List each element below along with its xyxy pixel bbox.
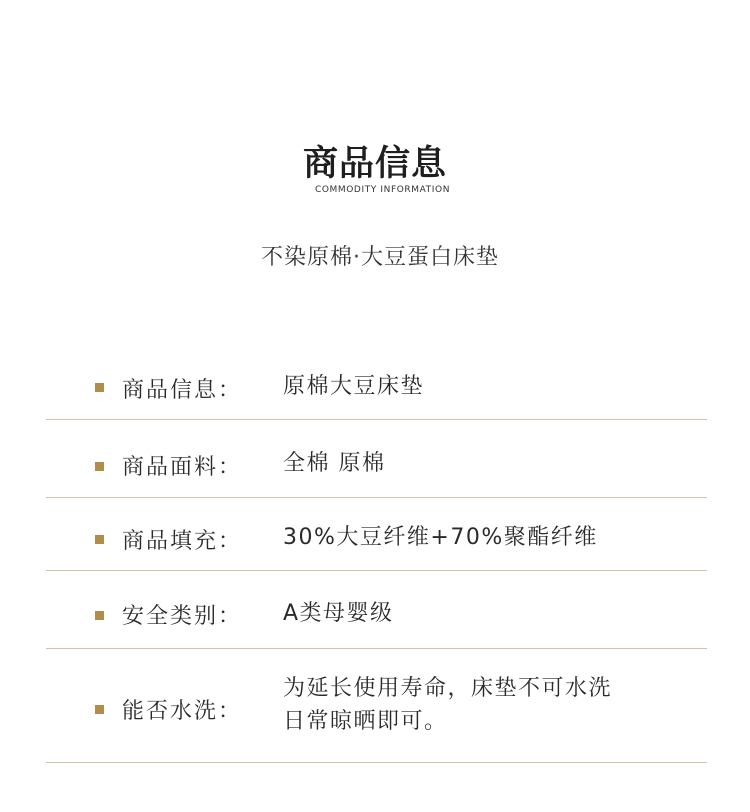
bullet-icon (95, 462, 104, 471)
info-row-filling (46, 498, 707, 571)
row-label: 商品面料： (122, 455, 243, 480)
row-value: 原棉大豆床垫 (283, 374, 425, 399)
page-subtitle: COMMODITY INFORMATION (314, 185, 451, 195)
bullet-icon (95, 611, 104, 620)
info-row-fabric (46, 420, 707, 498)
row-value-line-1: 为延长使用寿命，床垫不可水洗 (283, 676, 613, 701)
row-value-line-2: 日常晾晒即可。 (283, 709, 448, 734)
bullet-icon (95, 535, 104, 544)
info-row-washable (46, 649, 707, 763)
row-value: 全棉 原棉 (283, 451, 386, 476)
bullet-icon (95, 383, 104, 392)
product-name: 不染原棉·大豆蛋白床垫 (261, 245, 499, 270)
page-title: 商品信息 (302, 144, 447, 184)
row-label: 商品信息： (122, 378, 243, 403)
row-label: 商品填充： (122, 529, 243, 554)
row-label: 安全类别： (122, 604, 243, 629)
info-table (46, 352, 707, 763)
row-value: 30%大豆纤维+70%聚酯纤维 (283, 525, 598, 550)
bullet-icon (95, 705, 104, 714)
info-row-product (46, 352, 707, 420)
info-row-safety (46, 571, 707, 649)
row-value: A类母婴级 (283, 601, 394, 626)
row-label: 能否水洗： (122, 699, 243, 724)
